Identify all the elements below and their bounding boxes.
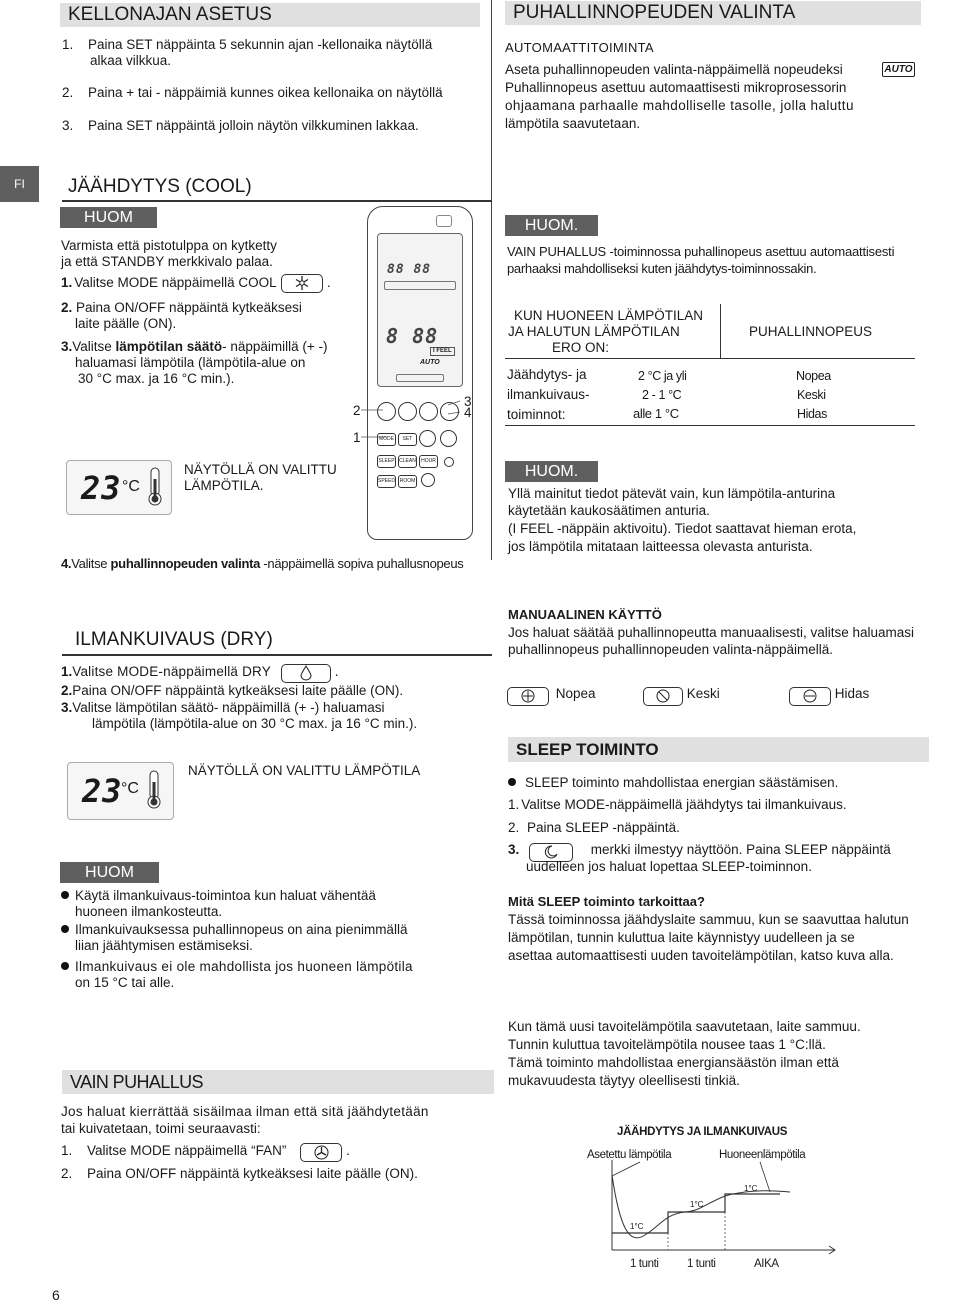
mode-button[interactable]: MODE — [377, 433, 396, 446]
display-unit: °C — [122, 478, 140, 495]
dry-bullet-1b: huoneen ilmankosteutta. — [75, 904, 223, 919]
step-text: Paina ON/OFF näppäintä kytkeäksesi — [76, 300, 302, 315]
speed-label: Nopea — [555, 686, 596, 701]
graph-room-label: Huoneenlämpötila — [719, 1149, 806, 1161]
step-text: Valitse MODE näppäimellä COOL — [74, 275, 277, 290]
note3-line-1: Yllä mainitut tiedot pätevät vain, kun lämpötila-anturina — [508, 486, 836, 501]
step-text: Valitse MODE-näppäimellä DRY — [72, 664, 271, 679]
graph-step-label-1: 1°C — [630, 1222, 644, 1231]
graph-title: JÄÄHDYTYS JA ILMANKUIVAUS — [617, 1126, 788, 1138]
sleep-p2-line-4: mukavuudesta täytyy oleellisesti tinkiä. — [508, 1073, 740, 1088]
clock-title: KELLONAJAN ASETUS — [60, 3, 480, 27]
graph-step-label-3: 1°C — [744, 1184, 758, 1193]
dry-bullet-3b: on 15 °C tai alle. — [75, 975, 175, 990]
note3-label: HUOM. — [505, 461, 598, 482]
dry-display-caption: NÄYTÖLLÄ ON VALITTU LÄMPÖTILA — [188, 763, 421, 778]
step-num: 3. — [62, 118, 74, 133]
sleep-question: Mitä SLEEP toiminto tarkoittaa? — [508, 894, 705, 909]
dry-note-label: HUOM — [60, 862, 159, 883]
step-text: Paina ON/OFF näppäintä kytkeäksesi laite päälle (ON). — [87, 1166, 418, 1181]
step-num: 2. — [61, 683, 73, 698]
graph-set-temp-steps — [612, 1194, 780, 1233]
sleep-p2-line-2: Tunnin kuluttua tavoitelämpötila nousee taas 1 °C:llä. — [508, 1037, 826, 1052]
step-text: Valitse MODE-näppäimellä jäähdytys tai ilmankuivaus. — [521, 797, 847, 812]
fan-table-h1-3: ERO ON: — [552, 340, 610, 355]
step-text: Valitse MODE näppäimellä “FAN” — [87, 1143, 287, 1158]
fan-table-h2: PUHALLINNOPEUS — [749, 324, 873, 339]
display-digits: 23 — [81, 469, 122, 507]
language-tab: FI — [0, 166, 39, 202]
sleep-q-line-3: asettaa automaattisesti uuden tavoitelämpötilan, katso kuva alla. — [508, 948, 894, 963]
auto-icon: AUTO — [882, 62, 915, 77]
graph-step-label-2: 1°C — [690, 1200, 704, 1209]
cool-display-caption-1: NÄYTÖLLÄ ON VALITTU — [184, 462, 337, 477]
bullet-text: Käytä ilmankuivaus-toimintoa kun haluat vähentää — [75, 888, 376, 903]
step-text: Paina SLEEP -näppäintä. — [527, 820, 680, 835]
note2-line-1: VAIN PUHALLUS -toiminnossa puhallinopeus asettuu automaattisesti — [507, 244, 895, 259]
step-text: merkki ilmestyy näyttöön. Paina SLEEP näppäintä — [590, 842, 891, 857]
hour-button[interactable]: HOUR — [419, 455, 438, 468]
manual-line-1: Jos haluat säätää puhallinnopeutta manuaalisesti, valitse haluamasi — [508, 625, 915, 640]
step-text: Paina SET näppäinta 5 sekunnin ajan -kellonaika näytöllä — [88, 37, 433, 52]
step-num: 2. — [62, 85, 74, 100]
fanonly-title: VAIN PUHALLUS — [62, 1070, 494, 1094]
step-num: 2. — [61, 300, 73, 315]
remote-lcd-auto: AUTO — [420, 359, 440, 366]
fan-table-diff-1: 2 °C ja yli — [638, 369, 687, 383]
note3-line-3: (I FEEL -näppäin aktivoitu). Tiedot saattavat hieman erota, — [508, 521, 857, 536]
sleep-q-line-1: Tässä toiminnossa jäähdyslaite sammuu, kun se saavuttaa halutun — [508, 912, 909, 927]
step-num: 2. — [508, 820, 520, 835]
step-num: 3. — [508, 842, 520, 857]
fan-table-diff-2: 2 - 1 °C — [642, 388, 682, 402]
cool-step-2b: laite päälle (ON). — [75, 316, 177, 331]
fanonly-line-2: tai kuivatetaan, toimi seuraavasti: — [61, 1121, 261, 1136]
fan-table-row-label-1: Jäähdytys- ja — [507, 367, 587, 382]
cool-display-caption-2: LÄMPÖTILA. — [184, 478, 264, 493]
bullet-text: Ilmankuivaus ei ole mahdollista jos huoneen lämpötila — [75, 959, 413, 974]
callout-2: 2 — [353, 403, 361, 418]
cool-step-3c: 30 °C max. ja 16 °C min.). — [78, 371, 235, 386]
fan-table-speed-1: Nopea — [796, 369, 831, 383]
fanspeed-title: PUHALLINNOPEUDEN VALINTA — [505, 1, 921, 25]
callout-4: 4 — [464, 405, 472, 420]
graph-set-leader — [612, 1162, 640, 1176]
cool-note-line-2: ja että STANDBY merkkivalo palaa. — [61, 254, 273, 269]
step-text: Valitse — [71, 556, 111, 571]
fan-table-row-label-2: ilmankuivaus- — [507, 387, 590, 402]
step-text: -näppäimellä sopiva puhallusnopeus — [260, 556, 464, 571]
fan-table-h1-2: JA HALUTUN LÄMPÖTILAN — [508, 324, 680, 339]
step-emph: puhallinnopeuden valinta — [110, 556, 261, 571]
fan-table-diff-3: alle 1 °C — [633, 406, 679, 421]
bullet-text: Ilmankuivauksessa puhallinnopeus on aina pienimmällä — [75, 922, 408, 937]
graph-set-label: Asetettu lämpötila — [587, 1149, 672, 1161]
fanspeed-line-4: lämpötila saavutetaan. — [505, 116, 641, 131]
graph-room-leader — [760, 1162, 770, 1192]
step-num: 3. — [61, 700, 73, 715]
step-text: - näppäimillä (+ -) — [222, 339, 328, 354]
note3-line-2: käytetään kaukosäätimen anturia. — [508, 503, 710, 518]
cool-step-3b: haluamasi lämpötila (lämpötila-alue on — [75, 355, 306, 370]
remote-lcd-big-digits: 8 88 — [386, 324, 439, 348]
step-text: Paina ON/OFF näppäintä kytkeäksesi laite päälle (ON). — [72, 683, 404, 698]
step-num: 1. — [508, 797, 520, 812]
speed-button[interactable]: SPEED — [377, 475, 396, 488]
note3-line-4: jos lämpötila mitataan laitteessa olevasta anturista. — [508, 539, 813, 554]
sleep-p2-line-3: Tämä toiminto mahdollistaa energiansäästön ilman että — [508, 1055, 839, 1070]
dry-bullet-2b: liian jäähtymisen estämiseksi. — [75, 938, 253, 953]
clock-step-1b: alkaa vilkkua. — [90, 53, 172, 68]
fanspeed-line-3: ohjaamana parhaalle mahdolliselle tasolle, jolla haluttu — [505, 98, 854, 113]
cool-note-label: HUOM — [60, 207, 157, 228]
page-number: 6 — [52, 1287, 60, 1303]
remote-lcd-ifeel: I FEEL — [430, 347, 455, 356]
speed-label: Hidas — [834, 686, 870, 701]
cool-note-line-1: Varmista että pistotulppa on kytketty — [61, 238, 277, 253]
step-num: 1. — [61, 1143, 73, 1158]
graph-x-label-1: 1 tunti — [630, 1258, 659, 1270]
callout-1: 1 — [353, 430, 361, 445]
note2-line-2: parhaaksi mahdolliseksi kuten jäähdytys-toiminnossakin. — [507, 261, 817, 276]
clean-button[interactable]: CLEAN — [398, 455, 417, 468]
fanspeed-line-2: Puhallinnopeus asettuu automaattisesti mikroprosessorin — [505, 80, 847, 95]
sleep-button[interactable]: SLEEP — [377, 455, 396, 468]
sleep-title: SLEEP TOIMINTO — [508, 737, 929, 762]
remote-lcd-digits: 88 88 — [387, 262, 432, 277]
graph-room-temp-curve — [612, 1175, 790, 1238]
manual-title: MANUAALINEN KÄYTTÖ — [508, 607, 662, 622]
fanonly-line-1: Jos haluat kierrättää sisäilmaa ilman että sitä jäähdytetään — [61, 1104, 429, 1119]
step-end: . — [326, 275, 331, 290]
sleep-q-line-2: lämpötilan, tunnin kuluttua laite käynnistyy uudelleen ja se — [508, 930, 855, 945]
step-num: 2. — [61, 1166, 73, 1181]
room-button[interactable]: ROOM — [398, 475, 417, 488]
fan-table-speed-2: Keski — [797, 388, 826, 402]
graph-x-label-3: AIKA — [754, 1258, 779, 1270]
dry-title: ILMANKUIVAUS (DRY) — [75, 629, 273, 650]
sleep-step-3b: uudelleen jos haluat lopettaa SLEEP-toiminnon. — [526, 859, 812, 874]
bullet-text: SLEEP toiminto mahdollistaa energian säästämisen. — [525, 775, 839, 790]
display-unit: °C — [121, 780, 139, 797]
sleep-p2-line-1: Kun tämä uusi tavoitelämpötila saavutetaan, laite sammuu. — [508, 1019, 861, 1034]
step-text: Valitse lämpötilan säätö- näppäimillä (+ -) haluamasi — [72, 700, 385, 715]
set-button[interactable]: SET — [398, 433, 417, 446]
fan-table-row-label-3: toiminnot: — [507, 407, 566, 422]
step-num: 1. — [61, 664, 73, 679]
step-text: Valitse — [72, 339, 116, 354]
step-num: 1. — [61, 275, 73, 290]
fanspeed-subtitle: AUTOMAATTITOIMINTA — [505, 40, 654, 55]
fan-table-h1-1: KUN HUONEEN LÄMPÖTILAN — [514, 308, 704, 323]
manual-line-2: puhallinnopeus puhallinnopeuden valinta-näppäimellä. — [508, 642, 834, 657]
step-end: . — [346, 1143, 350, 1158]
graph-x-label-2: 1 tunti — [687, 1258, 716, 1270]
step-text: Paina + tai - näppäimiä kunnes oikea kellonaika on näytöllä — [88, 85, 443, 100]
step-num: 3. — [61, 339, 73, 354]
step-text: Paina SET näppäintä jolloin näytön vilkkuminen lakkaa. — [88, 118, 419, 133]
note2-label: HUOM. — [505, 215, 598, 236]
dry-step-3b: lämpötila (lämpötila-alue on 30 °C max. ja 16 °C min.). — [92, 716, 418, 731]
step-emph: lämpötilan säätö — [115, 339, 223, 354]
callout-3: 3 — [464, 394, 472, 409]
step-num: 1. — [62, 37, 74, 52]
cool-title: JÄÄHDYTYS (COOL) — [68, 176, 252, 197]
display-digits: 23 — [82, 772, 123, 810]
speed-label: Keski — [686, 686, 720, 701]
fan-table-speed-3: Hidas — [797, 407, 827, 421]
step-end: . — [334, 664, 339, 679]
fanspeed-line-1: Aseta puhallinnopeuden valinta-näppäimellä nopeudeksi — [505, 62, 843, 77]
step-num: 4. — [61, 556, 72, 571]
